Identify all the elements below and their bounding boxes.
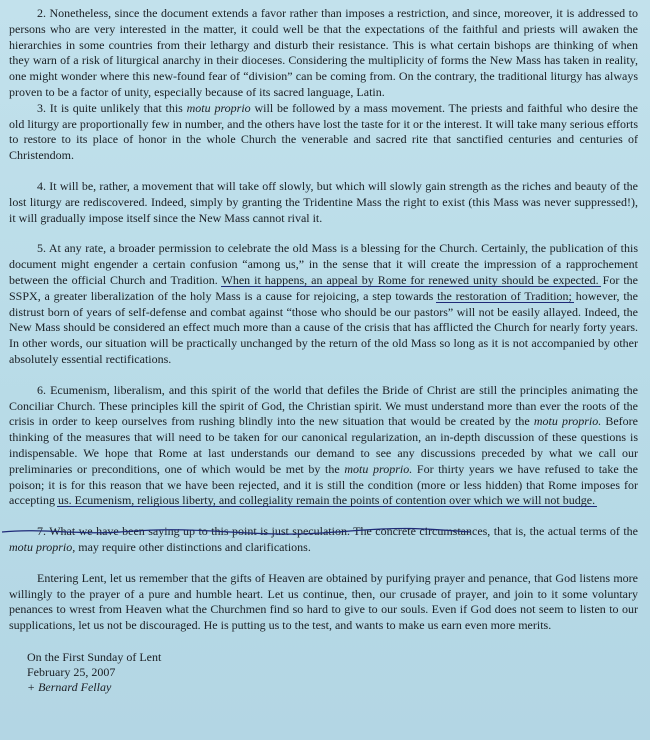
paragraph-2: 2. Nonetheless, since the document extends a favor rather than imposes a restriction, and since, moreover, it is addressed to persons who are very interested in the matter, it could well be that the expectations of the faithful and priests will awaken the hierarchies in some countries from their lethargy and disturb their resistance. This is what certain bishops are thinking of when they warn of a risk of liturgical anarchy in their dioceses. Considering the multiplicity of forms the New Mass has taken in reality, one might wonder where this new-found fear of “division” can be coming from. On the contrary, the traditional liturgy has always proven to be a factor of unity, especially because of its sacred language, Latin. — [9, 6, 638, 99]
paragraph-7-intro: 7. What we have been saying up to this point is just speculation. The concrete circumstances, that is, the actual terms of the — [37, 524, 638, 539]
motu-proprio-italic: motu proprio. — [344, 461, 413, 476]
motu-proprio-italic: motu proprio, — [9, 539, 76, 554]
paragraph-5 — [9, 241, 638, 367]
paragraph-lent: Entering Lent, let us remember that the gifts of Heaven are obtained by purifying prayer and penance, that God listens more willingly to the prayer of a pure and humble heart. Let us continue, then, our crusade of prayer, and join to it some voluntary penances to wrest from Heaven what the Churchmen find so hard to give to our souls. Even if God does not seem to listen to our supplications, let us not be discouraged. He is putting us to the test, and wants to make us earn even more merits. — [9, 570, 638, 633]
motu-proprio-italic: motu proprio. — [533, 414, 602, 429]
pen-underline-2: the restoration of Tradition; — [437, 288, 572, 303]
pen-underline-3: us. Ecumenism, religious liberty, and collegiality remain the points of contention over which we will not budge. — [57, 493, 596, 508]
paragraph-5-rest: however, the distrust born of years of self-defense and combat against “those who should be our pastors” will not be easily allayed. Indeed, the New Mass should be considered an effect much more than a cause of the crisis that has afflicted the Church for nearly forty years. In other words, our situation will be practically unchanged by the return of the old Mass so long as it is not accompanied by other absolutely essential rectifications. — [9, 288, 638, 366]
paragraph-7-rest: may require other distinctions and clarifications. — [75, 539, 311, 554]
paragraph-3 — [9, 101, 638, 164]
paragraph-6-intro: 6. Ecumenism, liberalism, and this spirit of the world that defiles the Bride of Christ are still the principles animating the Conciliar Church. These principles kill the spirit of God, the Christian spirit. We must understand more than ever the roots of the crisis in order to keep ourselves from rushing blindly into the new situation that would be created by the — [9, 382, 638, 429]
paragraph-3-rest: will be followed by a mass movement. The priests and faithful who desire the old liturgy are proportionally few in number, and the others have lost the taste for it or the interest. It will take many serious efforts to restore to its place of honor in the whole Church the venerable and sacred rite that sanctified centuries and centuries of Christendom. — [9, 100, 638, 163]
closing-date: February 25, 2007 — [27, 664, 116, 679]
paragraph-3-intro: 3. It is quite unlikely that this — [37, 100, 187, 115]
pen-underline-1: When it happens, an appeal by Rome for renewed unity should be expected. — [221, 272, 599, 287]
paragraph-6-mid: Before thinking of the measures that will need to be taken for our canonical regularization, an in-depth discussion of these questions is indispensable. We hope that Rome at last understands our demand to see any discussions preceded by what we call our preliminaries or preconditions, one of which would be met by the — [9, 414, 639, 476]
paragraph-6-rest: For thirty years we have refused to take the poison; it is for this reason that we have been rejected, and it is still the condition (more or less hidden) that Rome imposes for accepting — [9, 461, 638, 508]
paragraph-5-mid: For the SSPX, a greater liberalization of the holy Mass is a cause for rejoicing, a step towards — [9, 272, 638, 303]
closing-occasion: On the First Sunday of Lent — [27, 649, 162, 664]
signature: + Bernard Fellay — [27, 679, 112, 694]
closing-block — [27, 650, 638, 695]
paragraph-6 — [9, 383, 638, 509]
motu-proprio-italic: motu proprio — [186, 100, 251, 115]
pen-scribble-line — [0, 524, 650, 538]
paragraph-4: 4. It will be, rather, a movement that will take off slowly, but which will slowly gain strength as the riches and beauty of the lost liturgy are rediscovered. Indeed, simply by granting the Tridentine Mass the right to exist (this Mass was never suppressed!), it will gradually impose itself since the New Mass cannot rival it. — [9, 178, 638, 225]
paragraph-5-intro: 5. At any rate, a broader permission to celebrate the old Mass is a blessing for the Church. Certainly, the publication of this document might engender a certain confusion “among us,” in the sense that it will create the impression of a rapprochement between the official Church and Tradition. — [9, 241, 638, 287]
